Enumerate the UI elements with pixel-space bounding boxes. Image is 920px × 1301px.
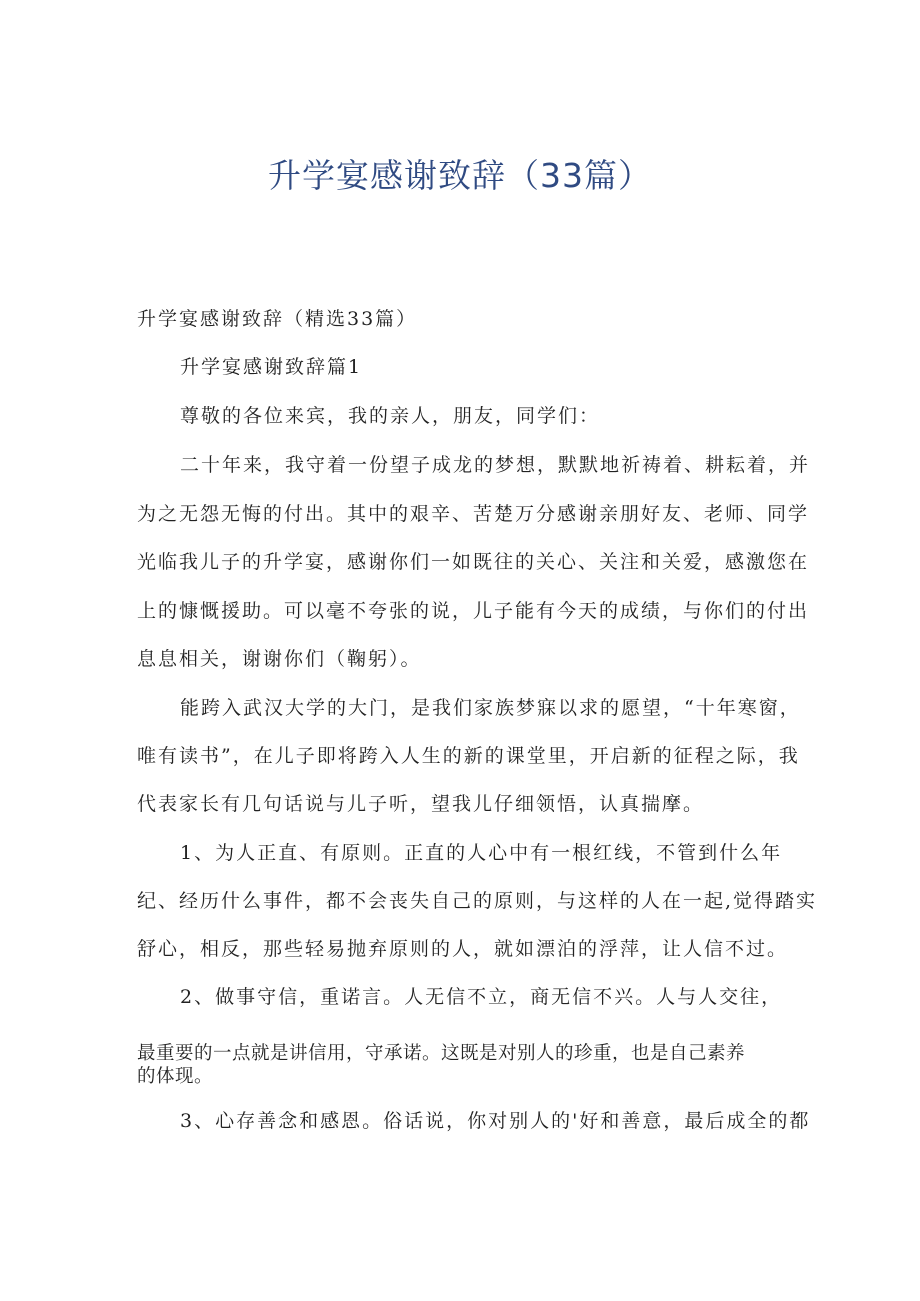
paragraph-line: 的体现。 <box>137 1066 214 1087</box>
paragraph-line: 舒心，相反，那些轻易抛弃原则的人，就如漂泊的浮萍，让人信不过。 <box>137 938 789 960</box>
paragraph-line: 2、做事守信，重诺言。人无信不立，商无信不兴。人与人交往， <box>180 986 783 1008</box>
section-heading: 升学宴感谢致辞篇1 <box>180 356 363 378</box>
paragraph-line: 1、为人正直、有原则。正直的人心中有一根红线，不管到什么年 <box>180 842 783 864</box>
paragraph-line: 能跨入武汉大学的大门，是我们家族梦寐以求的愿望，“十年寒窗， <box>180 697 801 719</box>
paragraph-line: 息息相关，谢谢你们（鞠躬）。 <box>137 648 422 670</box>
paragraph-line: 上的慷慨援助。可以毫不夸张的说，儿子能有今天的成绩，与你们的付出 <box>137 600 810 622</box>
paragraph-line: 纪、经历什么事件，都不会丧失自己的原则，与这样的人在一起,觉得踏实 <box>137 890 818 912</box>
document-title: 升学宴感谢致辞（33篇） <box>268 156 652 195</box>
paragraph-line: 唯有读书”，在儿子即将跨入人生的新的课堂里，开启新的征程之际，我 <box>137 745 800 767</box>
paragraph-line: 二十年来，我守着一份望子成龙的梦想，默默地祈祷着、耕耘着，并 <box>180 454 811 476</box>
paragraph-line: 最重要的一点就是讲信用，守承诺。这既是对别人的珍重，也是自己素养 <box>137 1043 746 1064</box>
paragraph-line: 为之无怨无悔的付出。其中的艰辛、苦楚万分感谢亲朋好友、老师、同学 <box>137 503 810 525</box>
paragraph-line: 3、心存善念和感恩。俗话说，你对别人的'好和善意，最后成全的都 <box>180 1110 811 1132</box>
subtitle-line: 升学宴感谢致辞（精选33篇） <box>137 308 418 330</box>
paragraph-line: 代表家长有几句话说与儿子听，望我儿仔细领悟，认真揣摩。 <box>137 793 705 815</box>
paragraph-line: 光临我儿子的升学宴，感谢你们一如既往的关心、关注和关爱，感激您在 <box>137 551 810 573</box>
greeting-line: 尊敬的各位来宾，我的亲人，朋友，同学们： <box>180 405 601 427</box>
